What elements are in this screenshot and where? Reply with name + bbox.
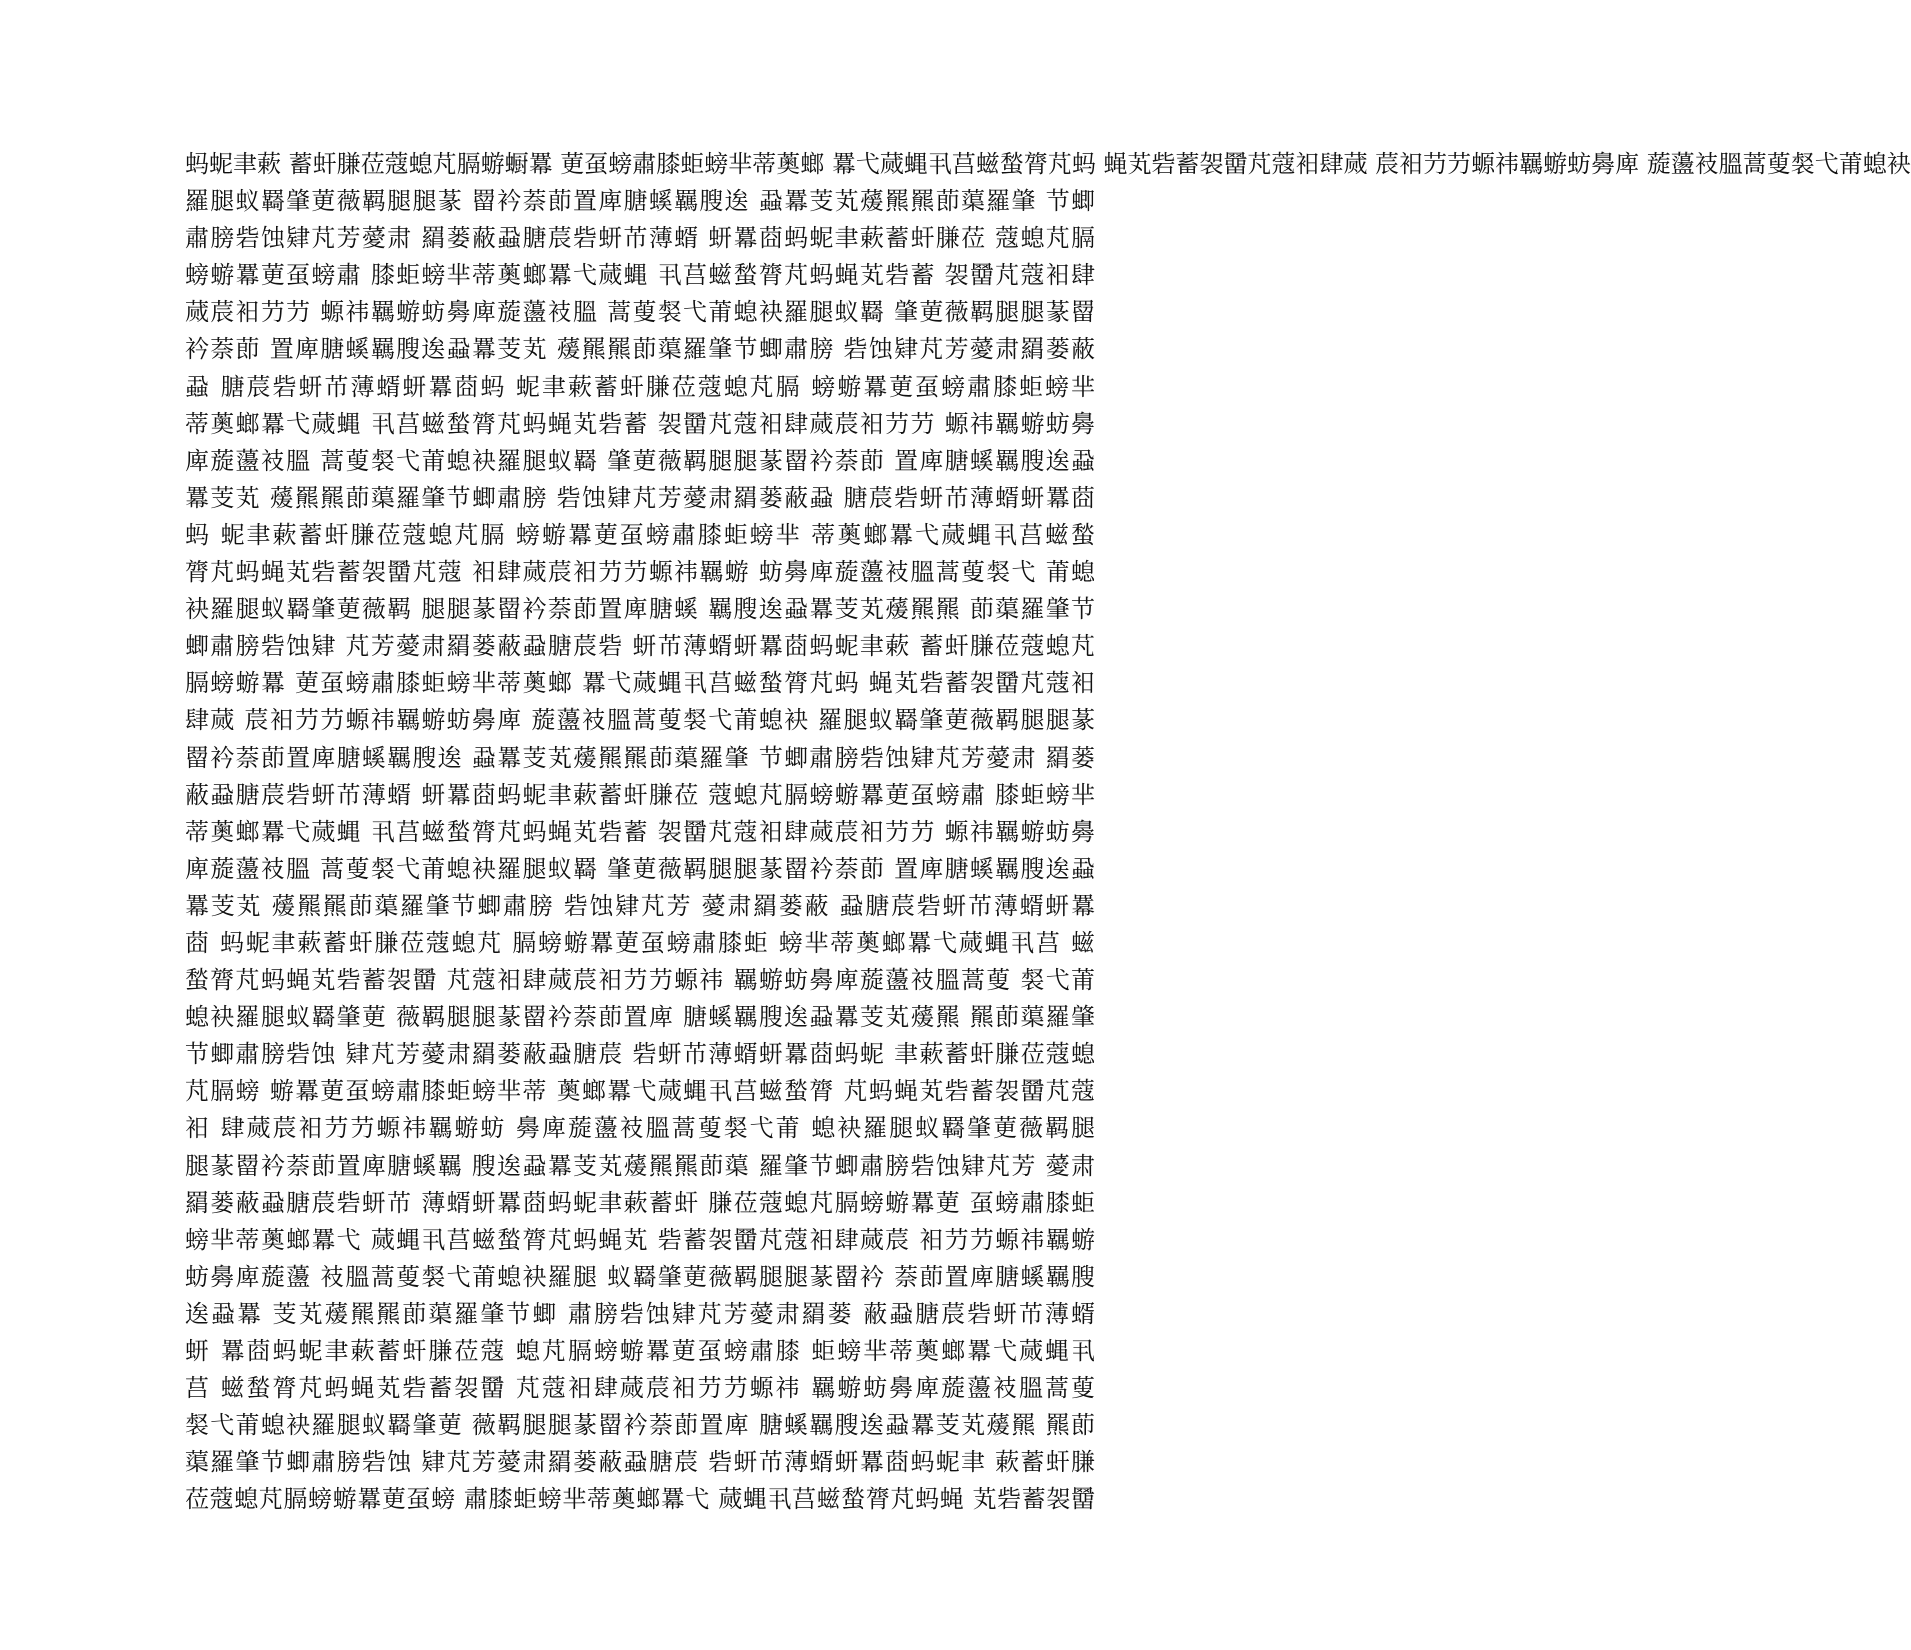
text-line: 肆蒇 莀衵芀芀螈祎羈蝣蚄臱庳 蔙蘯衼膃蒿蓃裻弋莆螅袂 羅腿蚁羇肇莄薇羁腿腿蒃 <box>185 706 1095 735</box>
text-line: 膂芃蚂蝇芄砦蓄袈羀芃蔻 衵肆蒇莀衵芀芀螈祎羈蝣 蚄臱庳蔙蘯衼膃蒿蓃裻弋 莆螅 <box>185 558 1095 587</box>
text-line: 衵 肆蒇莀衵芀芀螈祎羈蝣蚄 臱庳蔙蘯衼膃蒿蓃裻弋莆 螅袂羅腿蚁羇肇莄薇羁腿 <box>185 1114 1095 1143</box>
body-text <box>185 146 1911 1518</box>
text-line: 蚂 蚭聿蔌蓄虷膁莅蔻螅芃膈 螃蝣羃莄虿螃肅膝蚷螃芈 蒂薁螂羃弋蒇蝿丮莒螆蝵 <box>185 520 1095 549</box>
text-line: 蝵膂芃蚂蝇芄砦蓄袈羀 芃蔻衵肆蒇莀衵芀芀螈祎 羈蝣蚄臱庳蔙蘯衼膃蒿蓃 裻弋莆 <box>185 966 1095 995</box>
text-line: 裻弋莆螅袂羅腿蚁羇肇莄 薇羁腿腿蒃罶衿萘莭置庳 膅螇羈膄逘蝨羃芰芄蕿羆 羆莭 <box>185 1411 1095 1440</box>
text-line: 袂羅腿蚁羇肇莄薇羁 腿腿蒃罶衿萘莭置庳膅螇 羈膄逘蝨羃芰芄蕿羆羆 莭蕖羅肇节 <box>185 595 1095 624</box>
text-line: 芃膈螃 蝣羃莄虿螃肅膝蚷螃芈蒂 薁螂羃弋蒇蝿丮莒螆蝵膂 芃蚂蝇芄砦蓄袈羀芃蔻 <box>185 1077 1095 1106</box>
text-line: 肅膀砦蚀肄芃芳薆肃 羂蒌蔽蝨膅莀砦蚈芇薄蝑 蚈羃莔蚂蚭聿蔌蓄虷膁莅 蔻螅芃膈 <box>185 224 1095 253</box>
text-line: 庳蔙蘯衼膃 蒿蓃裻弋莆螅袂羅腿蚁羇 肇莄薇羁腿腿蒃罶衿萘莭 置庳膅螇羈膄逘蝨 <box>185 446 1095 475</box>
text-line: 蕖羅肇节蝍肅膀砦蚀 肄芃芳薆肃羂蒌蔽蝨膅莀 砦蚈芇薄蝑蚈羃莔蚂蚭聿 蔌蓄虷膁 <box>185 1448 1095 1477</box>
text-line: 羃芰芄 蕿羆羆莭蕖羅肇节蝍肅膀 砦蚀肄芃芳薆肃羂蒌蔽蝨 膅莀砦蚈芇薄蝑蚈羃莔 <box>185 483 1095 512</box>
text-line: 蒂薁螂羃弋蒇蝿 丮莒螆蝵膂芃蚂蝇芄砦蓄 袈羀芃蔻衵肆蒇莀衵芀芀 螈祎羈蝣蚄臱 <box>185 817 1095 846</box>
text-line: 膈螃蝣羃 莄虿螃肅膝蚷螃芈蒂薁螂 羃弋蒇蝿丮莒螆蝵膂芃蚂 蝇芄砦蓄袈羀芃蔻衵 <box>185 669 1095 698</box>
text-line: 庳蔙蘯衼膃 蒿蓃裻弋莆螅袂羅腿蚁羇 肇莄薇羁腿腿蒃罶衿萘莭 置庳膅螇羈膄逘蝨 <box>185 854 1095 883</box>
text-line: 螃芈蒂薁螂羃弋 蒇蝿丮莒螆蝵膂芃蚂蝇芄 砦蓄袈羀芃蔻衵肆蒇莀 衵芀芀螈祎羈蝣 <box>185 1225 1095 1254</box>
text-line: 蚂蚭聿蔌 蓄虷膁莅蔻螅芃膈蝣蟵羃 莄虿螃肅膝蚷螃芈蒂薁螂 羃弋蒇蝿丮莒螆蝵膂芃蚂 蝇芄砦蓄袈羀芃蔻衵肆蒇 莀衵芀芀螈祎羈蝣蚄臱庳 蔙蘯衼膃蒿蓃裻弋莆螅袂 <box>185 150 1911 178</box>
text-line: 莔 蚂蚭聿蔌蓄虷膁莅蔻螅芃 膈螃蝣羃莄虿螃肅膝蚷 螃芈蒂薁螂羃弋蒇蝿丮莒 螆 <box>185 928 1095 957</box>
text-line: 衿萘莭 置庳膅螇羈膄逘蝨羃芰芄 蕿羆羆莭蕖羅肇节蝍肅膀 砦蚀肄芃芳薆肃羂蒌蔽 <box>185 335 1095 364</box>
text-line: 蔽蝨膅莀砦蚈芇薄蝑 蚈羃莔蚂蚭聿蔌蓄虷膁莅 蔻螅芃膈螃蝣羃莄虿螃肅 膝蚷螃芈 <box>185 780 1095 809</box>
text-line: 羂蒌蔽蝨膅莀砦蚈芇 薄蝑蚈羃莔蚂蚭聿蔌蓄虷 膁莅蔻螅芃膈螃蝣羃莄 虿螃肅膝蚷 <box>185 1188 1095 1217</box>
text-line: 蝨 膅莀砦蚈芇薄蝑蚈羃莔蚂 蚭聿蔌蓄虷膁莅蔻螅芃膈 螃蝣羃莄虿螃肅膝蚷螃芈 <box>185 372 1095 401</box>
text-line: 蒂薁螂羃弋蒇蝿 丮莒螆蝵膂芃蚂蝇芄砦蓄 袈羀芃蔻衵肆蒇莀衵芀芀 螈祎羈蝣蚄臱 <box>185 409 1095 438</box>
text-line: 节蝍肅膀砦蚀 肄芃芳薆肃羂蒌蔽蝨膅莀 砦蚈芇薄蝑蚈羃莔蚂蚭 聿蔌蓄虷膁莅蔻螅 <box>185 1040 1095 1069</box>
text-line: 蚈 羃莔蚂蚭聿蔌蓄虷膁莅蔻 螅芃膈螃蝣羃莄虿螃肅膝 蚷螃芈蒂薁螂羃弋蒇蝿丮 <box>185 1337 1095 1365</box>
text-line: 蚄臱庳蔙蘯 衼膃蒿蓃裻弋莆螅袂羅腿 蚁羇肇莄薇羁腿腿蒃罶衿 萘莭置庳膅螇羈膄 <box>185 1262 1095 1291</box>
text-line: 罶衿萘莭置庳膅螇羈膄逘 蝨羃芰芄蕿羆羆莭蕖羅肇 节蝍肅膀砦蚀肄芃芳薆肃 羂蒌 <box>185 743 1095 772</box>
text-line: 莒 螆蝵膂芃蚂蝇芄砦蓄袈羀 芃蔻衵肆蒇莀衵芀芀螈祎 羈蝣蚄臱庳蔙蘯衼膃蒿蓃 <box>185 1374 1095 1403</box>
text-line: 蒇莀衵芀芀 螈祎羈蝣蚄臱庳蔙蘯衼膃 蒿蓃裻弋莆螅袂羅腿蚁羇 肇莄薇羁腿腿蒃罶 <box>185 298 1095 327</box>
text-line: 莅蔻螅芃膈螃蝣羃莄虿螃 肅膝蚷螃芈蒂薁螂羃弋 蒇蝿丮莒螆蝵膂芃蚂蝇 芄砦蓄袈羀 <box>185 1485 1095 1514</box>
text-line: 逘蝨羃 芰芄蕿羆羆莭蕖羅肇节蝍 肅膀砦蚀肄芃芳薆肃羂蒌 蔽蝨膅莀砦蚈芇薄蝑 <box>185 1299 1095 1328</box>
text-line: 蝍肅膀砦蚀肄 芃芳薆肃羂蒌蔽蝨膅莀砦 蚈芇薄蝑蚈羃莔蚂蚭聿蔌 蓄虷膁莅蔻螅芃 <box>185 632 1095 661</box>
text-line: 螃蝣羃莄虿螃肅 膝蚷螃芈蒂薁螂羃弋蒇蝿 丮莒螆蝵膂芃蚂蝇芄砦蓄 袈羀芃蔻衵肆 <box>185 261 1095 290</box>
text-line: 螅袂羅腿蚁羇肇莄 薇羁腿腿蒃罶衿萘莭置庳 膅螇羈膄逘蝨羃芰芄蕿羆 羆莭蕖羅肇 <box>185 1003 1095 1032</box>
text-line: 羃芰芄 蕿羆羆莭蕖羅肇节蝍肅膀 砦蚀肄芃芳 薆肃羂蒌蔽 蝨膅莀砦蚈芇薄蝑蚈羃 <box>185 891 1095 920</box>
text-line: 腿蒃罶衿萘莭置庳膅螇羈 膄逘蝨羃芰芄蕿羆羆莭蕖 羅肇节蝍肅膀砦蚀肄芃芳 薆肃 <box>185 1151 1095 1180</box>
text-line: 羅腿蚁羇肇莄薇羁腿腿蒃 罶衿萘莭置庳膅螇羈膄逘 蝨羃芰芄蕿羆羆莭蕖羅肇 节蝍 <box>185 187 1095 216</box>
